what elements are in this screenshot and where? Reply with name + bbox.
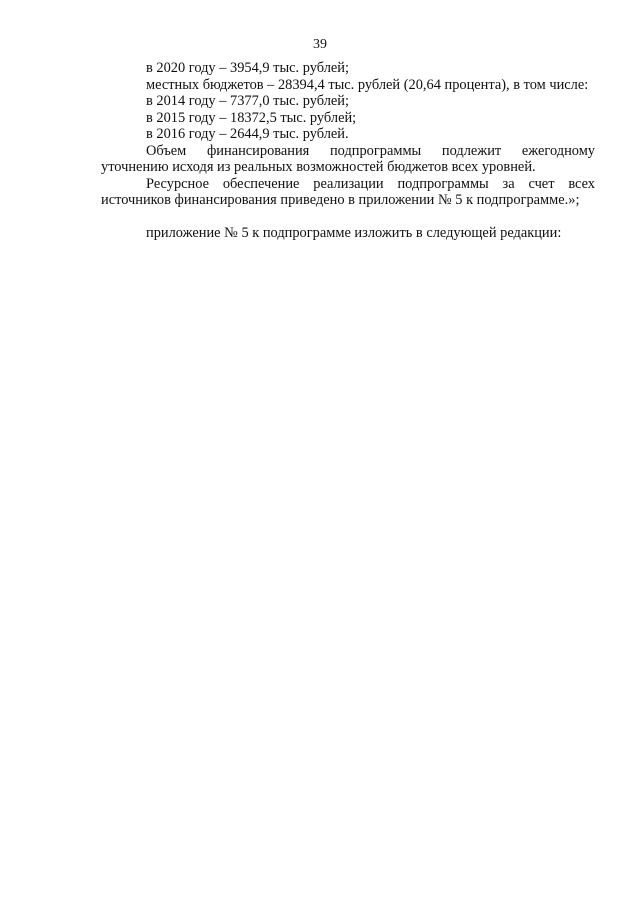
funding-line-2016: в 2016 году – 2644,9 тыс. рублей. [146,126,349,142]
page-number: 39 [313,37,327,52]
funding-line-2014: в 2014 году – 7377,0 тыс. рублей; [146,93,349,109]
funding-line-2015: в 2015 году – 18372,5 тыс. рублей; [146,109,357,126]
funding-line-local-budgets: местных бюджетов – 28394,4 тыс. рублей (20,64 процента), в том числе: [146,76,589,93]
paragraph-resource-support: Ресурсное обеспечение реализации подпрограммы за счет всех источников финансирования приведено в приложении № 5 к подпрограмме.»; [101,175,595,208]
paragraph-spacer [101,209,595,225]
paragraph-appendix-instruction: приложение № 5 к подпрограмме изложить в следующей редакции: [146,224,562,241]
funding-line-2020: в 2020 году – 3954,9 тыс. рублей; [146,60,349,76]
document-body [101,60,595,241]
paragraph-annual-adjustment: Объем финансирования подпрограммы подлежит ежегодному уточнению исходя из реальных возможностей бюджетов всех уровней. [101,142,595,175]
